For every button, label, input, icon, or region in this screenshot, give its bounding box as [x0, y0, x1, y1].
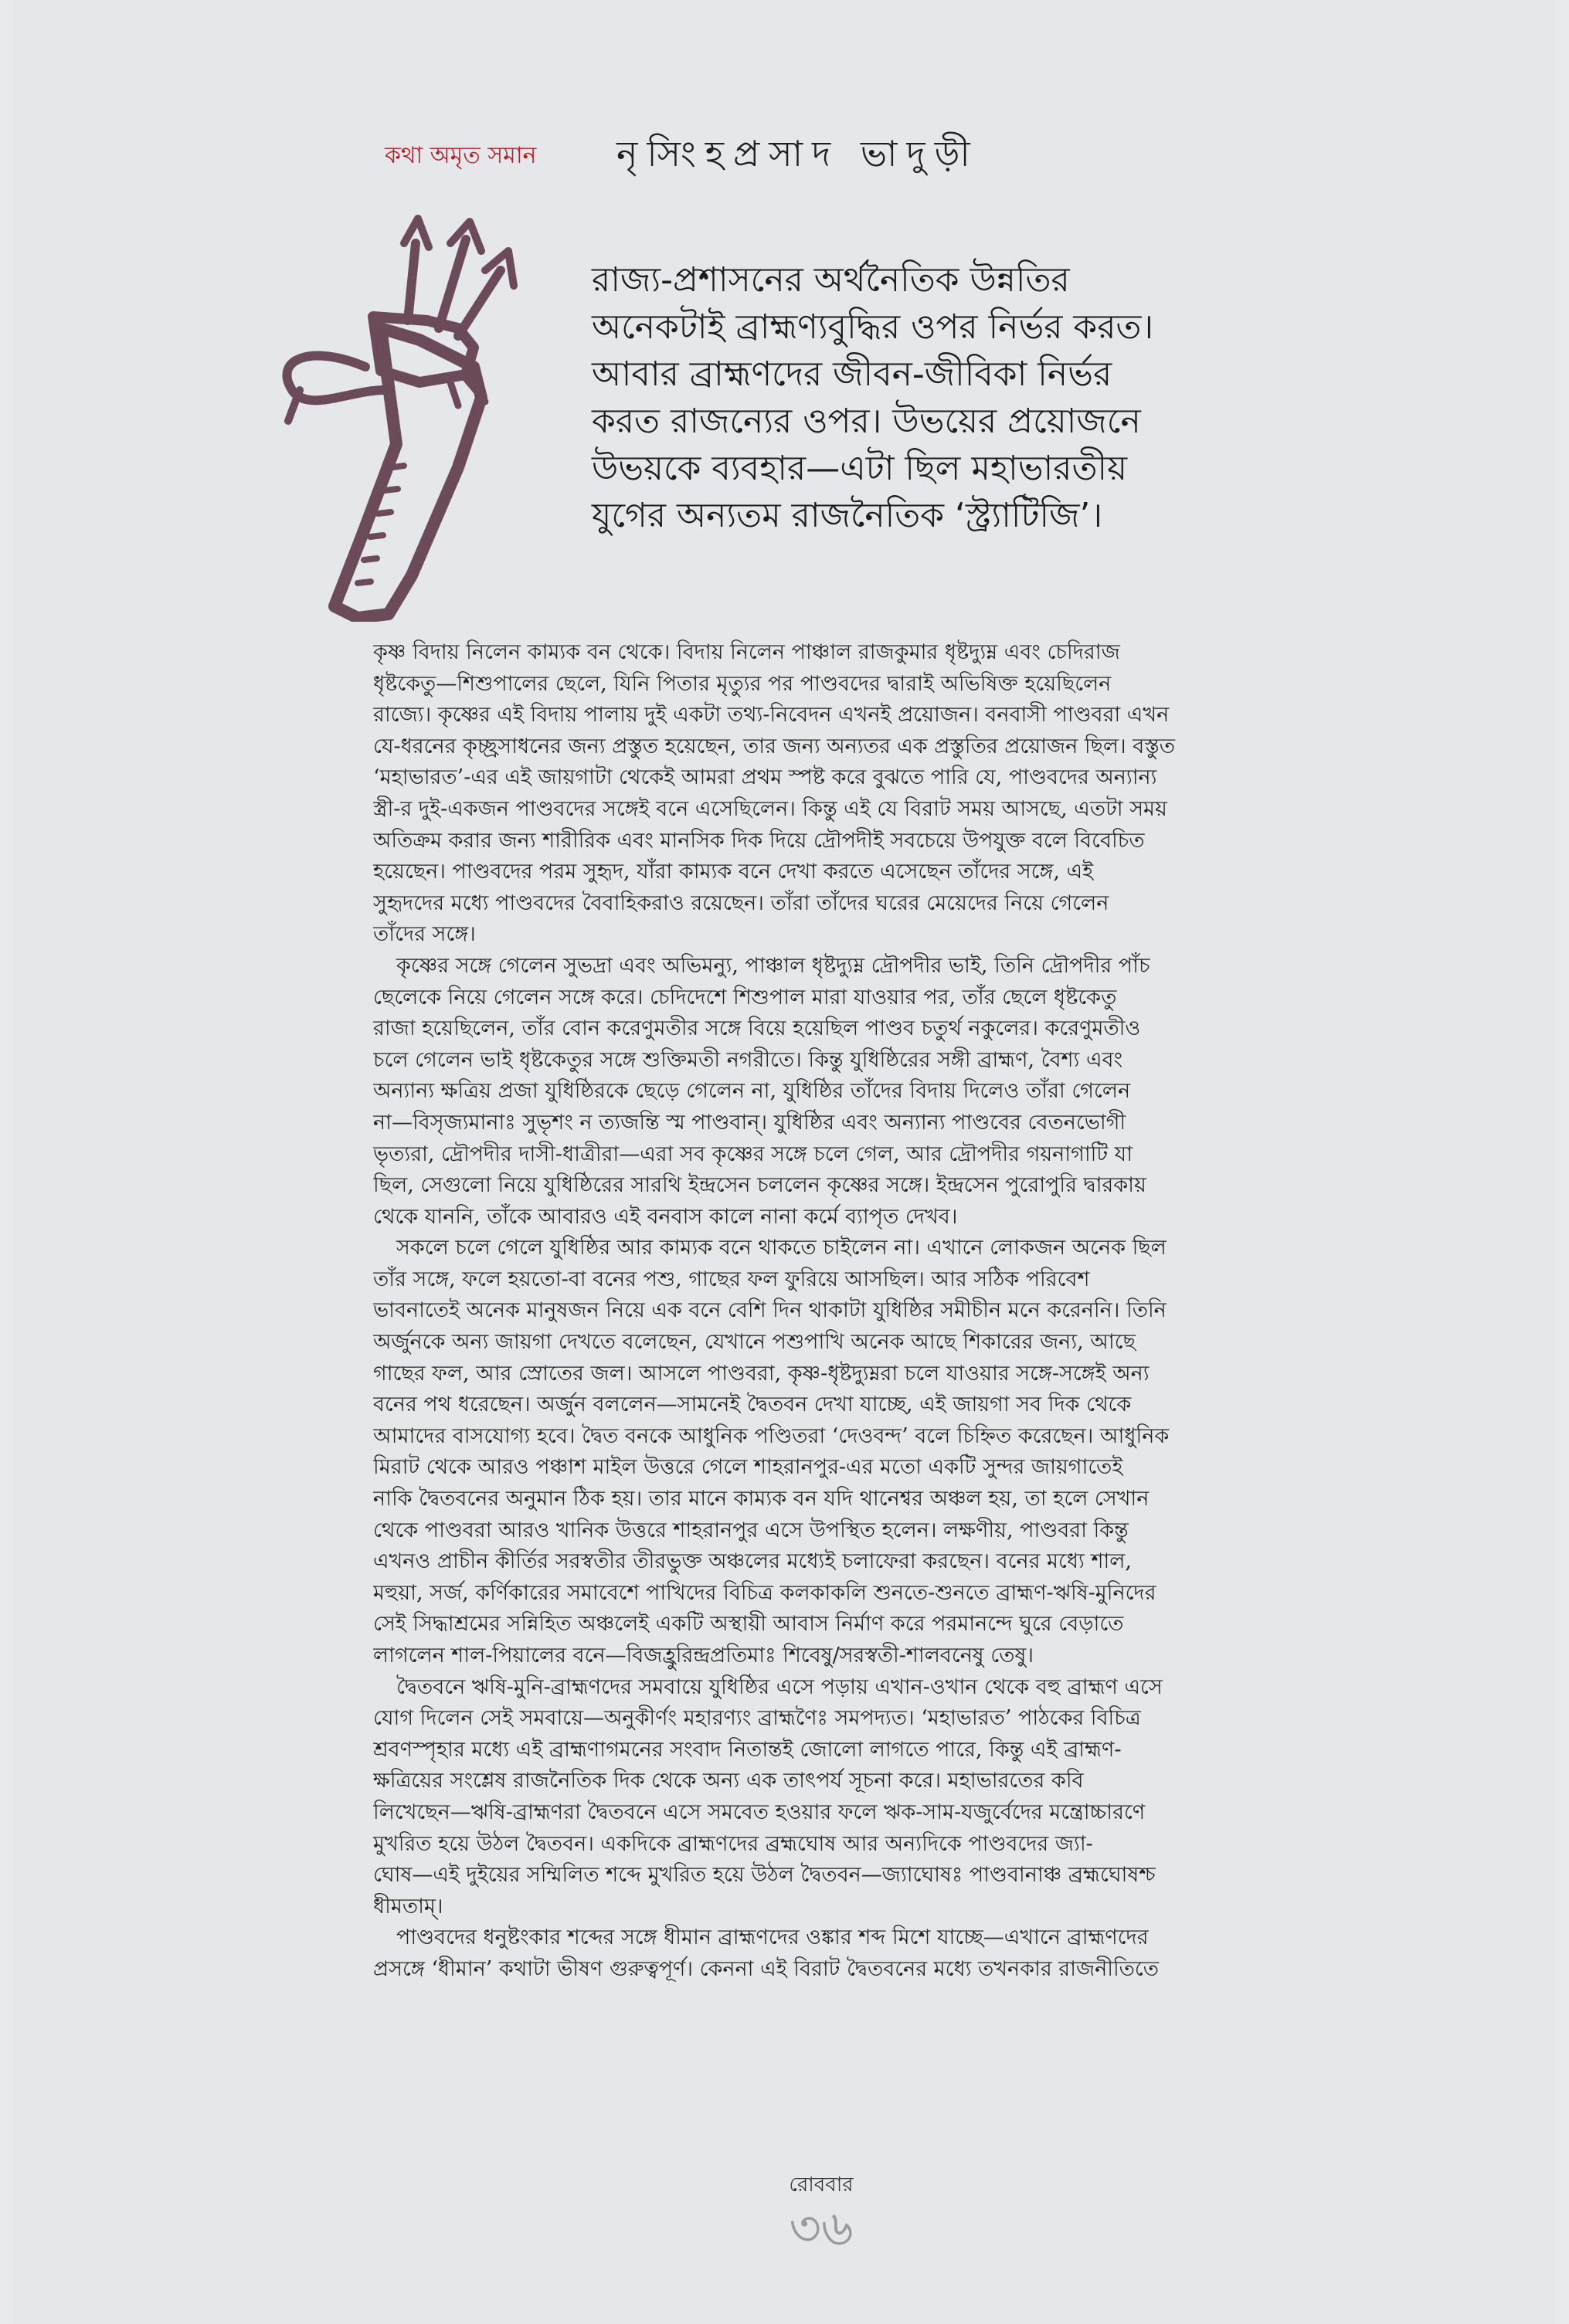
- pull-quote-line: করত রাজন্যের ওপর। উভয়ের প্রয়োজনে: [592, 402, 1141, 441]
- article-line: সুহৃদদের মধ্যে পাণ্ডবদের বৈবাহিকরাও রয়েছেন। তাঁরা তাঁদের ঘরের মেয়েদের নিয়ে গেলেন: [373, 891, 1109, 915]
- article-body: [373, 637, 1292, 1986]
- article-line: ধীমতাম্‌।: [373, 1894, 443, 1919]
- pull-quote: [592, 256, 1333, 539]
- article-line: ছেলেকে নিয়ে গেলেন সঙ্গে করে। চেদিদেশে শিশুপাল মারা যাওয়ার পর, তাঁর ছেলে ধৃষ্টকেতু: [373, 985, 1117, 1009]
- article-line: ক্ষত্রিয়ের সংশ্লেষ রাজনৈতিক দিক থেকে অন্য এক তাৎপর্য সূচনা করে। মহাভারতের কবি: [373, 1769, 1084, 1793]
- pull-quote-line: আবার ব্রাহ্মণদের জীবন-জীবিকা নির্ভর: [592, 355, 1112, 394]
- article-line: দ্বৈতবনে ঋষি-মুনি-ব্রাহ্মণদের সমবায়ে যুধিষ্ঠির এসে পড়ায় এখান-ওখান থেকে বহু ব্রাহ্মণ এসে: [396, 1674, 1163, 1699]
- article-line: নাকি দ্বৈতবনের অনুমান ঠিক হয়। তার মানে কাম্যক বন যদি থানেশ্বর অঞ্চল হয়, তা হলে সেখান: [373, 1487, 1150, 1511]
- article-line: থেকে যাননি, তাঁকে আবারও এই বনবাস কালে নানা কর্মে ব্যাপৃত দেখব।: [373, 1204, 958, 1229]
- article-line: কৃষ্ণ বিদায় নিলেন কাম্যক বন থেকে। বিদায় নিলেন পাঞ্চাল রাজকুমার ধৃষ্টদ্যুম্ন এবং চেদিরাজ: [373, 640, 1120, 664]
- article-line: বনের পথ ধরেছেন। অর্জুন বললেন—সামনেই দ্বৈতবন দেখা যাচ্ছে, এই জায়গা সব দিক থেকে: [373, 1393, 1132, 1417]
- article-line: শ্রবণস্পৃহার মধ্যে এই ব্রাহ্মণাগমনের সংবাদ নিতান্তই জোলো লাগতে পারে, কিন্তু এই ব্রাহ্মণ-: [373, 1737, 1122, 1762]
- article-line: স্ত্রী-র দুই-একজন পাণ্ডবদের সঙ্গেই বনে এসেছিলেন। কিন্তু এই যে বিরাট সময় আসছে, এতটা সময়: [373, 796, 1167, 821]
- article-line: মিরাট থেকে আরও পঞ্চাশ মাইল উত্তরে গেলে শাহরানপুর-এর মতো একটি সুন্দর জায়গাতেই: [373, 1455, 1123, 1480]
- pull-quote-line: উভয়কে ব্যবহার—এটা ছিল মহাভারতীয়: [592, 449, 1128, 488]
- article-line: এখনও প্রাচীন কীর্তির সরস্বতীর তীরভুক্ত অঞ্চলের মধ্যেই চলাফেরা করছেন। বনের মধ্যে শাল,: [373, 1549, 1132, 1574]
- article-line: ভৃত্যরা, দ্রৌপদীর দাসী-ধাত্রীরা—এরা সব কৃষ্ণের সঙ্গে চলে গেল, আর দ্রৌপদীর গয়নাগাটি যা: [373, 1142, 1133, 1166]
- article-line: ধৃষ্টকেতু—শিশুপালের ছেলে, যিনি পিতার মৃত্যুর পর পাণ্ডবদের দ্বারাই অভিষিক্ত হয়েছিলেন: [373, 671, 1112, 696]
- magazine-name: রোববার: [789, 2173, 854, 2197]
- article-line: অর্জুনকে অন্য জায়গা দেখতে বলেছেন, যেখানে পশুপাখি অনেক আছে শিকারের জন্য, আছে: [373, 1330, 1136, 1355]
- pull-quote-line: অনেকটাই ব্রাহ্মণ্যবুদ্ধির ওপর নির্ভর করত।: [592, 307, 1154, 347]
- article-line: ছিল, সেগুলো নিয়ে যুধিষ্ঠিরের সারথি ইন্দ্রসেন চললেন কৃষ্ণের সঙ্গে। ইন্দ্রসেন পুরোপুরি দ্বারকায়: [373, 1173, 1146, 1198]
- article-line: যোগ দিলেন সেই সমবায়ে—অনুকীর্ণং মহারণ্যং ব্রাহ্মণৈঃ সমপদ্যত। ‘মহাভারত’ পাঠকের বিচিত্র: [373, 1706, 1141, 1731]
- quiver-arrows-illustration: [226, 212, 551, 622]
- article-line: অন্যান্য ক্ষত্রিয় প্রজা যুধিষ্ঠিরকে ছেড়ে গেলেন না, যুধিষ্ঠির তাঁদের বিদায় দিলেও তাঁরা গেলেন: [373, 1079, 1131, 1104]
- page-number: ৩৬: [789, 2200, 854, 2258]
- page-header: [373, 127, 1300, 189]
- page-footer: [775, 2169, 868, 2258]
- article-line: মহুয়া, সর্জ, কর্ণিকারের সমাবেশে পাখিদের বিচিত্র কলকাকলি শুনতে-শুনতে ব্রাহ্মণ-ঋষি-মুনিদের: [373, 1580, 1156, 1605]
- article-line: সেই সিদ্ধাশ্রমের সন্নিহিত অঞ্চলেই একটি অস্থায়ী আবাস নির্মাণ করে পরমানন্দে ঘুরে বেড়াতে: [373, 1612, 1124, 1637]
- article-line: পাণ্ডবদের ধনুষ্টংকার শব্দের সঙ্গে ধীমান ব্রাহ্মণদের ওঙ্কার শব্দ মিশে যাচ্ছে—এখানে ব্রাহ্মণদের: [396, 1925, 1149, 1950]
- article-line: সকলে চলে গেলে যুধিষ্ঠির আর কাম্যক বনে থাকতে চাইলেন না। এখানে লোকজন অনেক ছিল: [396, 1236, 1167, 1260]
- article-line: লাগলেন শাল-পিয়ালের বনে—বিজহ্রুরিন্দ্রপ্রতিমাঃ শিবেষু/সরস্বতী-শালবনেষু তেষু।: [373, 1644, 1034, 1668]
- author-name: নৃসিংহপ্রসাদ ভাদুড়ী: [616, 133, 980, 175]
- article-line: তাঁদের সঙ্গে।: [373, 922, 476, 947]
- article-line: না—বিসৃজ্যমানাঃ সুভৃশং ন ত্যজন্তি স্ম পাণ্ডবান্‌। যুধিষ্ঠির এবং অন্যান্য পাণ্ডবের বেতনভোগী: [373, 1110, 1126, 1135]
- magazine-page: [14, 0, 1555, 2324]
- article-line: মুখরিত হয়ে উঠল দ্বৈতবন। একদিকে ব্রাহ্মণদের ব্রহ্মঘোষ আর অন্যদিকে পাণ্ডবদের জ্যা-: [373, 1831, 1093, 1856]
- article-line: যে-ধরনের কৃচ্ছ্রসাধনের জন্য প্রস্তুত হয়েছেন, তার জন্য অন্যতর এক প্রস্তুতির প্রয়োজন ছিল। বস্তুত: [373, 734, 1175, 758]
- article-line: তাঁর সঙ্গে, ফলে হয়তো-বা বনের পশু, গাছের ফল ফুরিয়ে আসছিল। আর সঠিক পরিবেশ: [373, 1267, 1090, 1291]
- article-line: গাছের ফল, আর স্রোতের জল। আসলে পাণ্ডবরা, কৃষ্ণ-ধৃষ্টদ্যুম্নরা চলে যাওয়ার সঙ্গে-সঙ্গেই অন্য: [373, 1361, 1150, 1386]
- article-line: কৃষ্ণের সঙ্গে গেলেন সুভদ্রা এবং অভিমন্যু, পাঞ্চাল ধৃষ্টদ্যুম্ন দ্রৌপদীর ভাই, তিনি দ্রৌপদীর পাঁচ: [396, 953, 1150, 978]
- article-line: রাজা হয়েছিলেন, তাঁর বোন করেণুমতীর সঙ্গে বিয়ে হয়েছিল পাণ্ডব চতুর্থ নকুলের। করেণুমতীও: [373, 1016, 1141, 1041]
- article-line: প্রসঙ্গে ‘ধীমান’ কথাটা ভীষণ গুরুত্বপূর্ণ। কেননা এই বিরাট দ্বৈতবনের মধ্যে তখনকার রাজনীতিতে: [373, 1956, 1160, 1981]
- article-line: থেকে পাণ্ডবরা আরও খানিক উত্তরে শাহরানপুর এসে উপস্থিত হলেন। লক্ষণীয়, পাণ্ডবরা কিন্তু: [373, 1518, 1129, 1542]
- article-line: হয়েছেন। পাণ্ডবদের পরম সুহৃদ, যাঁরা কাম্যক বনে দেখা করতে এসেছেন তাঁদের সঙ্গে, এই: [373, 860, 1094, 884]
- article-line: ‘মহাভারত’-এর এই জায়গাটা থেকেই আমরা প্রথম স্পষ্ট করে বুঝতে পারি যে, পাণ্ডবদের অন্যান্য: [373, 765, 1157, 790]
- article-line: রাজ্যে। কৃষ্ণের এই বিদায় পালায় দুই একটা তথ্য-নিবেদন এখনই প্রয়োজন। বনবাসী পাণ্ডবরা এখন: [373, 703, 1170, 728]
- column-name: কথা অমৃত সমান: [385, 142, 537, 169]
- article-line: ঘোষ—এই দুইয়ের সম্মিলিত শব্দে মুখরিত হয়ে উঠল দ্বৈতবন—জ্যাঘোষঃ পাণ্ডবানাঞ্চ ব্রহ্মঘোষশ্চ: [373, 1863, 1156, 1888]
- article-line: চলে গেলেন ভাই ধৃষ্টকেতুর সঙ্গে শুক্তিমতী নগরীতে। কিন্তু যুধিষ্ঠিরের সঙ্গী ব্রাহ্মণ, বৈশ্য এবং: [373, 1047, 1123, 1072]
- article-line: আমাদের বাসযোগ্য হবে। দ্বৈত বনকে আধুনিক পণ্ডিতরা ‘দেওবন্দ’ বলে চিহ্নিত করেছেন। আধুনিক: [373, 1423, 1170, 1448]
- pull-quote-line: যুগের অন্যতম রাজনৈতিক ‘স্ট্র্যাটিজি’।: [592, 496, 1103, 535]
- article-line: লিখেছেন—ঋষি-ব্রাহ্মণরা দ্বৈতবনে এসে সমবেত হওয়ার ফলে ঋক-সাম-যজুর্বেদের মন্ত্রোচ্চারণে: [373, 1800, 1146, 1824]
- pull-quote-line: রাজ্য-প্রশাসনের অর্থনৈতিক উন্নতির: [592, 260, 1070, 300]
- article-line: ভাবনাতেই অনেক মানুষজন নিয়ে এক বনে বেশি দিন থাকাটা যুধিষ্ঠির সমীচীন মনে করেননি। তিনি: [373, 1298, 1167, 1323]
- article-line: অতিক্রম করার জন্য শারীরিক এবং মানসিক দিক দিয়ে দ্রৌপদীই সবচেয়ে উপযুক্ত বলে বিবেচিত: [373, 828, 1145, 853]
